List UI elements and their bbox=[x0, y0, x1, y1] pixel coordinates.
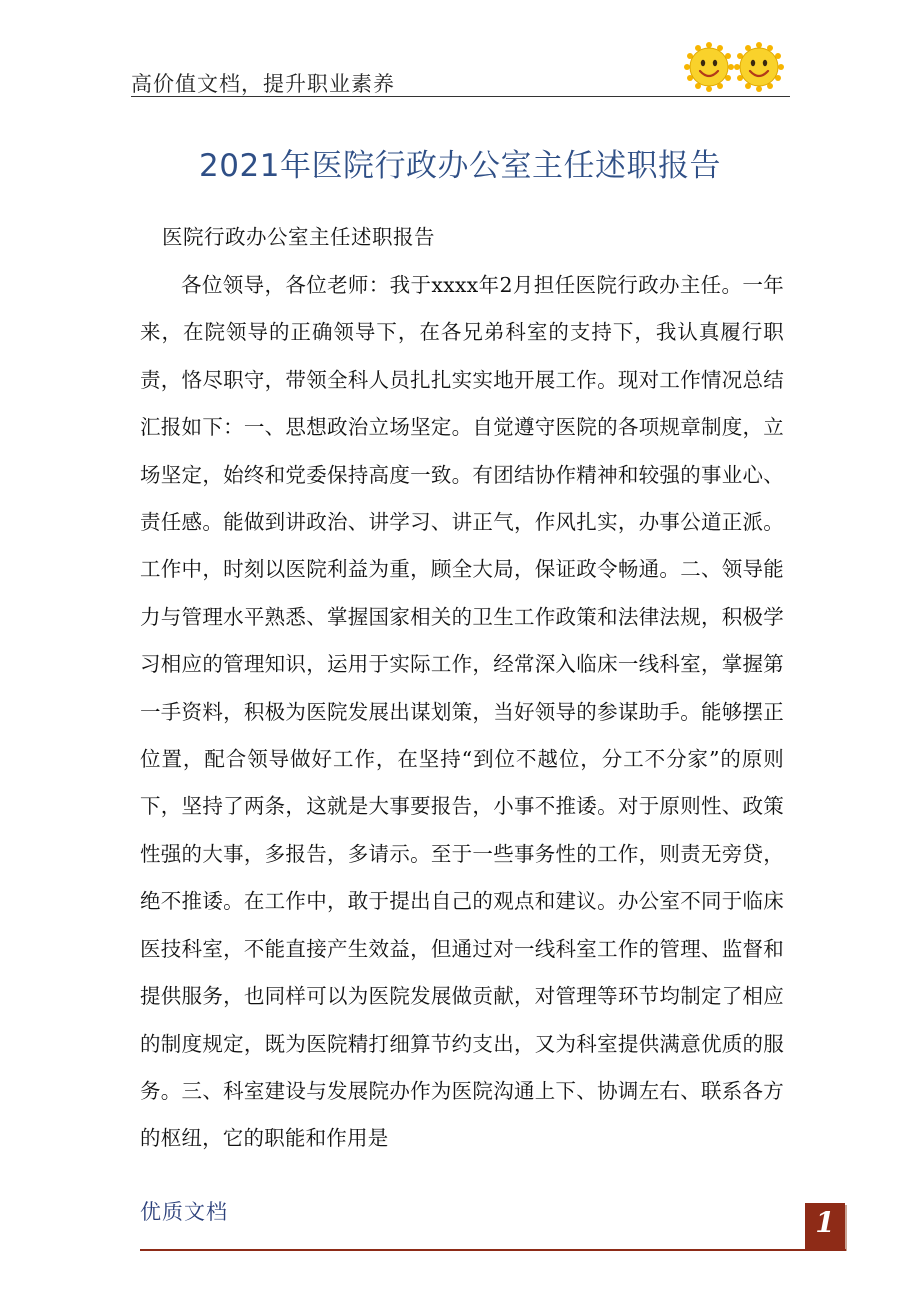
footer-label: 优质文档 bbox=[140, 1200, 228, 1224]
page-number: 1 bbox=[815, 1206, 835, 1239]
document-title: 2021年医院行政办公室主任述职报告 bbox=[199, 148, 721, 184]
header-decoration bbox=[684, 42, 784, 92]
body-paragraph: 各位领导，各位老师：我于xxxx年2月担任医院行政办主任。一年来，在院领导的正确领导下，在各兄弟科室的支持下，我认真履行职责，恪尽职守，带领全科人员扎扎实实地开展工作。现对工作情况总结汇报如下：一、思想政治立场坚定。自觉遵守医院的各项规章制度，立场坚定，始终和党委保持高度一致。有团结协作精神和较强的事业心、责任感。能做到讲政治、讲学习、讲正气，作风扎实，办事公道正派。工作中，时刻以医院利益为重，顾全大局，保证政令畅通。二、领导能力与管理水平熟悉、掌握国家相关的卫生工作政策和法律法规，积极学习相应的管理知识，运用于实际工作，经常深入临床一线科室，掌握第一手资料，积极为医院发展出谋划策，当好领导的参谋助手。能够摆正位置，配合领导做好工作，在坚持“到位不越位，分工不分家”的原则下，坚持了两条，这就是大事要报告，小事不推诿。对于原则性、政策性强的大事，多报告，多请示。至于一些事务性的工作，则责无旁贷，绝不推诿。在工作中，敢于提出自己的观点和建议。办公室不同于临床医技科室，不能直接产生效益，但通过对一线科室工作的管理、监督和提供服务，也同样可以为医院发展做贡献，对管理等环节均制定了相应的制度规定，既为医院精打细算节约支出，又为科室提供满意优质的服务。三、科室建设与发展院办作为医院沟通上下、协调左右、联系各方的枢纽，它的职能和作用是 bbox=[140, 273, 784, 1151]
smiley-face-icon bbox=[734, 42, 784, 92]
document-subtitle: 医院行政办公室主任述职报告 bbox=[162, 225, 435, 249]
document-body bbox=[140, 262, 784, 1163]
header-divider bbox=[131, 96, 790, 97]
page-number-badge bbox=[805, 1203, 845, 1249]
footer-divider bbox=[140, 1249, 846, 1251]
header-slogan: 高价值文档，提升职业素养 bbox=[131, 72, 395, 96]
smiley-face-icon bbox=[684, 42, 734, 92]
